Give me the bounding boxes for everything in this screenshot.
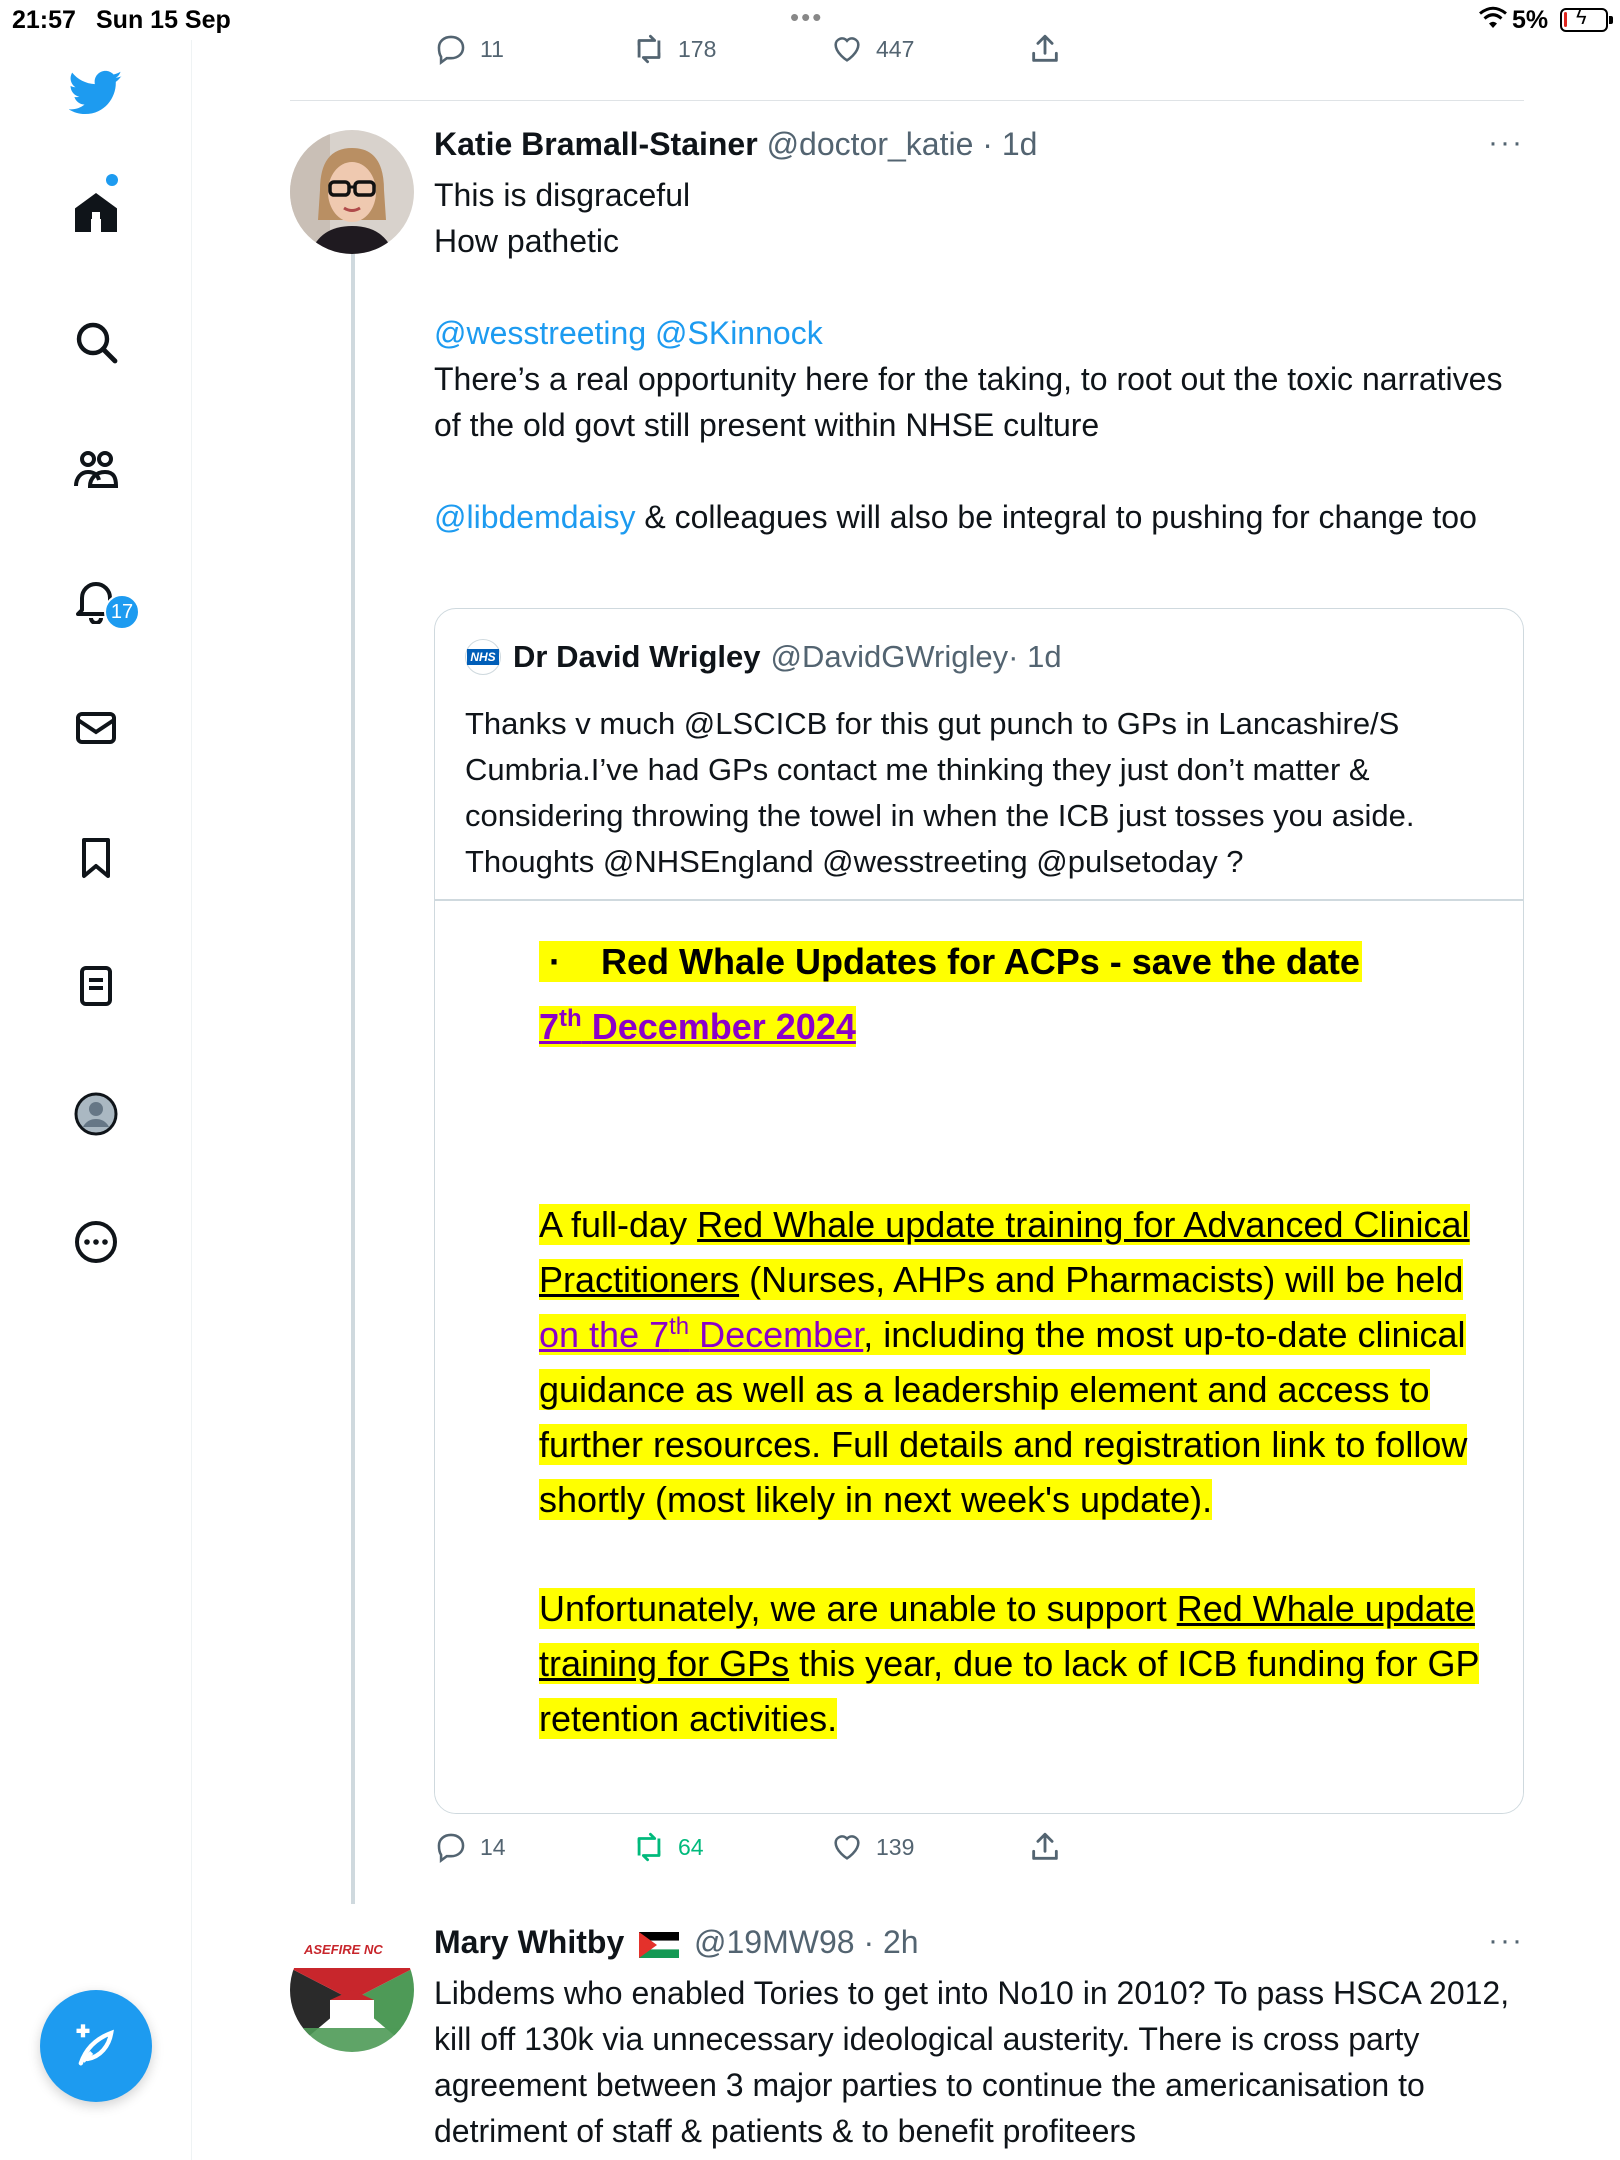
quoted-tweet[interactable] (434, 608, 1524, 1814)
tweet-line: This is disgraceful (434, 177, 691, 213)
sidebar (0, 40, 192, 2160)
retweet-count: 64 (678, 1833, 704, 1860)
nhs-avatar[interactable] (465, 639, 501, 675)
nhs-logo: NHS (467, 649, 498, 665)
like-count: 447 (876, 35, 915, 62)
reply-icon (434, 1830, 468, 1864)
quoted-author-handle[interactable]: @DavidGWrigley (770, 639, 1009, 674)
people-icon[interactable] (66, 440, 126, 500)
avatar-banner-text: ASEFIRE NC (304, 1942, 383, 1957)
mention-link[interactable]: @wesstreeting (434, 315, 647, 351)
like-button[interactable] (830, 32, 914, 66)
image-title-text: Red Whale Updates for ACPs - save the date (601, 941, 1360, 982)
home-unread-dot (106, 174, 118, 186)
battery-percent: 5% (1512, 6, 1549, 34)
previous-tweet-actions (434, 32, 1154, 72)
p1-underlined: Red Whale update training for Advanced Clinical Practitioners (539, 1204, 1470, 1300)
tweet-more-icon[interactable]: ··· (1488, 126, 1524, 159)
avatar-mary[interactable] (290, 1928, 414, 2052)
status-date: Sun 15 Sep (96, 6, 231, 34)
twitter-logo-icon[interactable] (66, 62, 126, 122)
avatar-katie[interactable] (290, 130, 414, 254)
search-icon[interactable] (66, 312, 126, 372)
reply-tweet-more-icon[interactable]: ··· (1488, 1924, 1524, 1957)
quoted-tweet-text: Thanks v much @LSCICB for this gut punch to GPs in Lancashire/S Cumbria.I’ve had GPs contact me thinking they just don’t matter & considering throwing the towel in when the ICB just tosses you aside. Thoughts @NHSEngland @wesstreeting @pulsetoday ? (465, 706, 1415, 879)
p1-date-link-rest: December (689, 1314, 864, 1355)
tweet-line: How pathetic (434, 223, 619, 259)
p1-date-link: on the 7 (539, 1314, 670, 1355)
tweet-actions (434, 1830, 1154, 1870)
charging-icon: ϟ (1576, 7, 1587, 29)
mention-link[interactable]: @SKinnock (655, 315, 823, 351)
share-button[interactable] (1028, 32, 1074, 66)
retweet-icon (632, 32, 666, 66)
image-date-num: 7 (539, 1006, 560, 1047)
reply-icon (434, 32, 468, 66)
tweet-line: There’s a real opportunity here for the taking, to root out the toxic narratives of the old govt still present within NHSE culture (434, 361, 1503, 443)
notification-badge: 17 (104, 594, 140, 630)
p2-text: Unfortunately, we are unable to support (539, 1588, 1177, 1629)
reply-tweet-header (434, 1924, 919, 1961)
reply-button[interactable] (434, 1830, 506, 1864)
reply-button[interactable] (434, 32, 504, 66)
quoted-author-name[interactable]: Dr David Wrigley (513, 639, 761, 674)
palestine-flag-icon (639, 1932, 679, 1958)
heart-icon (830, 1830, 864, 1864)
share-icon (1028, 32, 1062, 66)
more-icon[interactable] (66, 1212, 126, 1272)
multitasking-dots-icon[interactable]: ••• (790, 2, 824, 32)
wifi-icon (1478, 6, 1508, 30)
author-handle[interactable]: @doctor_katie (766, 126, 974, 162)
p1-text: , including the most up-to-date clinical guidance as well as a leadership element and access to further resources. Full details and registration link to follow shortly (most likely in next week's update). (539, 1314, 1468, 1520)
image-date (539, 1005, 856, 1048)
share-icon (1028, 1830, 1062, 1864)
reply-author-name[interactable]: Mary Whitby (434, 1924, 625, 1960)
image-bullet: · (549, 941, 562, 982)
thread-line (351, 254, 355, 1904)
quoted-tweet-header (465, 639, 1062, 675)
reply-tweet-text: Libdems who enabled Tories to get into No10 in 2010? To pass HSCA 2012, kill off 130k via unnecessary ideological austerity. There is cross party agreement between 3 major parties to continue the americanisation to detriment of staff & patients & to benefit profiteers (434, 1975, 1510, 2149)
feather-plus-icon (70, 2020, 122, 2072)
p1-text: A full-day (539, 1204, 698, 1245)
profile-icon[interactable] (66, 1084, 126, 1144)
compose-tweet-button[interactable] (40, 1990, 152, 2102)
retweet-count: 178 (678, 35, 717, 62)
image-date-rest: December 2024 (581, 1006, 856, 1047)
p1-date-sup: th (669, 1313, 690, 1340)
p2-underlined: Red Whale update training for GPs (539, 1588, 1475, 1684)
reply-count: 14 (480, 1833, 506, 1860)
like-button[interactable] (830, 1830, 914, 1864)
p1-text: (Nurses, AHPs and Pharmacists) will be held (739, 1259, 1464, 1300)
author-name[interactable]: Katie Bramall-Stainer (434, 126, 758, 162)
image-date-sup: th (559, 1005, 582, 1032)
retweet-button[interactable] (632, 32, 716, 66)
list-icon[interactable] (66, 956, 126, 1016)
mention-link[interactable]: @libdemdaisy (434, 499, 636, 535)
status-time: 21:57 (12, 6, 76, 34)
tweet-line: & colleagues will also be integral to pushing for change too (635, 499, 1477, 535)
quoted-tweet-image[interactable] (435, 901, 1523, 1813)
retweet-button[interactable] (632, 1830, 704, 1864)
heart-icon (830, 32, 864, 66)
tweet-body (434, 172, 1514, 540)
reply-tweet-time[interactable]: · 2h (863, 1924, 919, 1960)
tweet-divider (290, 100, 1524, 101)
tweet-header (434, 126, 1037, 163)
quoted-tweet-time: · 1d (1008, 639, 1062, 674)
p2-text: this year, due to lack of ICB funding for GP retention activities. (539, 1643, 1479, 1739)
like-count: 139 (876, 1833, 915, 1860)
battery-level (1564, 12, 1567, 27)
home-icon[interactable] (66, 182, 126, 242)
battery-icon (1560, 8, 1608, 32)
reply-count: 11 (480, 35, 504, 62)
mail-icon[interactable] (66, 698, 126, 758)
retweet-icon (632, 1830, 666, 1864)
image-paragraph-2 (539, 1581, 1499, 1746)
bookmark-icon[interactable] (66, 828, 126, 888)
reply-author-handle[interactable]: @19MW98 (694, 1924, 855, 1960)
image-title (539, 941, 1362, 983)
image-paragraph-1 (539, 1197, 1499, 1527)
tweet-time[interactable]: · 1d (982, 126, 1038, 162)
share-button[interactable] (1028, 1830, 1074, 1864)
